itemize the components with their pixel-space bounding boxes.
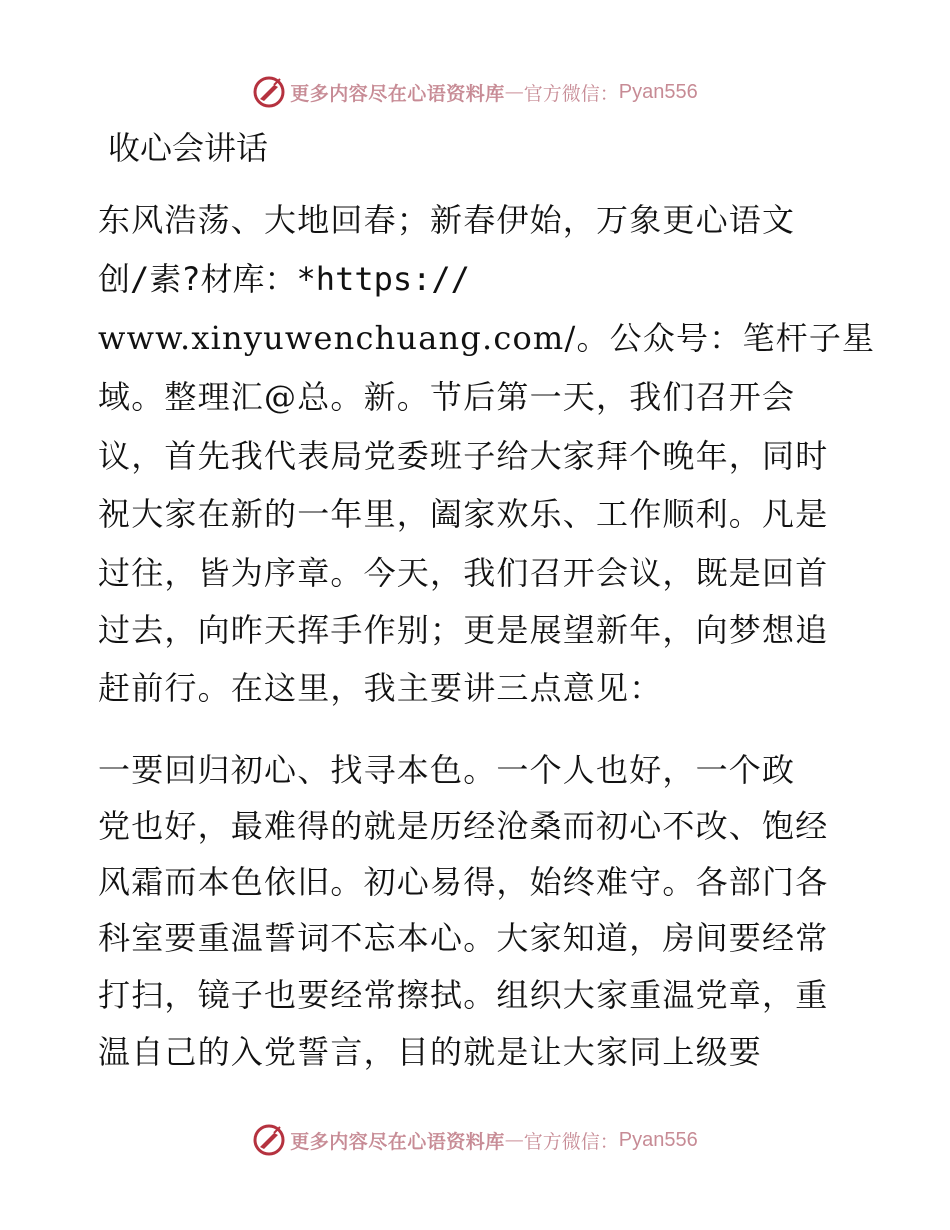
banner-separator: — [504, 1129, 524, 1151]
text-line: 一要回归初心、找寻本色。一个人也好，一个政 [98, 751, 796, 789]
text-line: 东风浩荡、大地回春；新春伊始，万象更心语文 [98, 201, 796, 239]
text-line: 党也好，最难得的就是历经沧桑而初心不改、饱经 [98, 807, 829, 845]
banner-text: 更多内容尽在心语资料库 [290, 82, 505, 105]
text-line: 过去，向昨天挥手作别；更是展望新年，向梦想追 [98, 611, 829, 649]
wechat-id: Pyan556 [618, 1128, 698, 1151]
text-line: 打扫，镜子也要经常擦拭。组织大家重温党章，重 [98, 976, 829, 1014]
text-line: 域。整理汇@总。新。节后第一天，我们召开会 [98, 378, 796, 416]
text-line: 创/素?材库：*https:// [98, 260, 470, 298]
text-line: 温自己的入党誓言，目的就是让大家同上级要 [98, 1033, 763, 1071]
text-line: 赶前行。在这里，我主要讲三点意见： [98, 669, 663, 707]
document-title: 收心会讲话 [108, 129, 269, 167]
wechat-label: 官方微信： [523, 1130, 619, 1153]
wechat-id: Pyan556 [618, 80, 698, 103]
text-line: 议，首先我代表局党委班子给大家拜个晚年，同时 [98, 437, 829, 475]
text-line [98, 314, 875, 362]
quill-logo-icon [252, 75, 286, 109]
text-line-part: www.xinyuwenchuang.com/。公众号：笔杆子星 [98, 319, 876, 357]
text-line: 祝大家在新的一年里，阖家欢乐、工作顺利。凡是 [98, 495, 829, 533]
wechat-label: 官方微信： [523, 82, 619, 105]
header-banner [0, 72, 950, 112]
banner-text: 更多内容尽在心语资料库 [290, 1130, 505, 1153]
banner-separator: — [504, 81, 524, 103]
text-line: 科室要重温誓词不忘本心。大家知道，房间要经常 [98, 919, 829, 957]
quill-logo-icon [252, 1123, 286, 1157]
text-line: 风霜而本色依旧。初心易得，始终难守。各部门各 [98, 863, 829, 901]
footer-banner [0, 1120, 950, 1160]
text-line: 过往，皆为序章。今天，我们召开会议，既是回首 [98, 554, 829, 592]
